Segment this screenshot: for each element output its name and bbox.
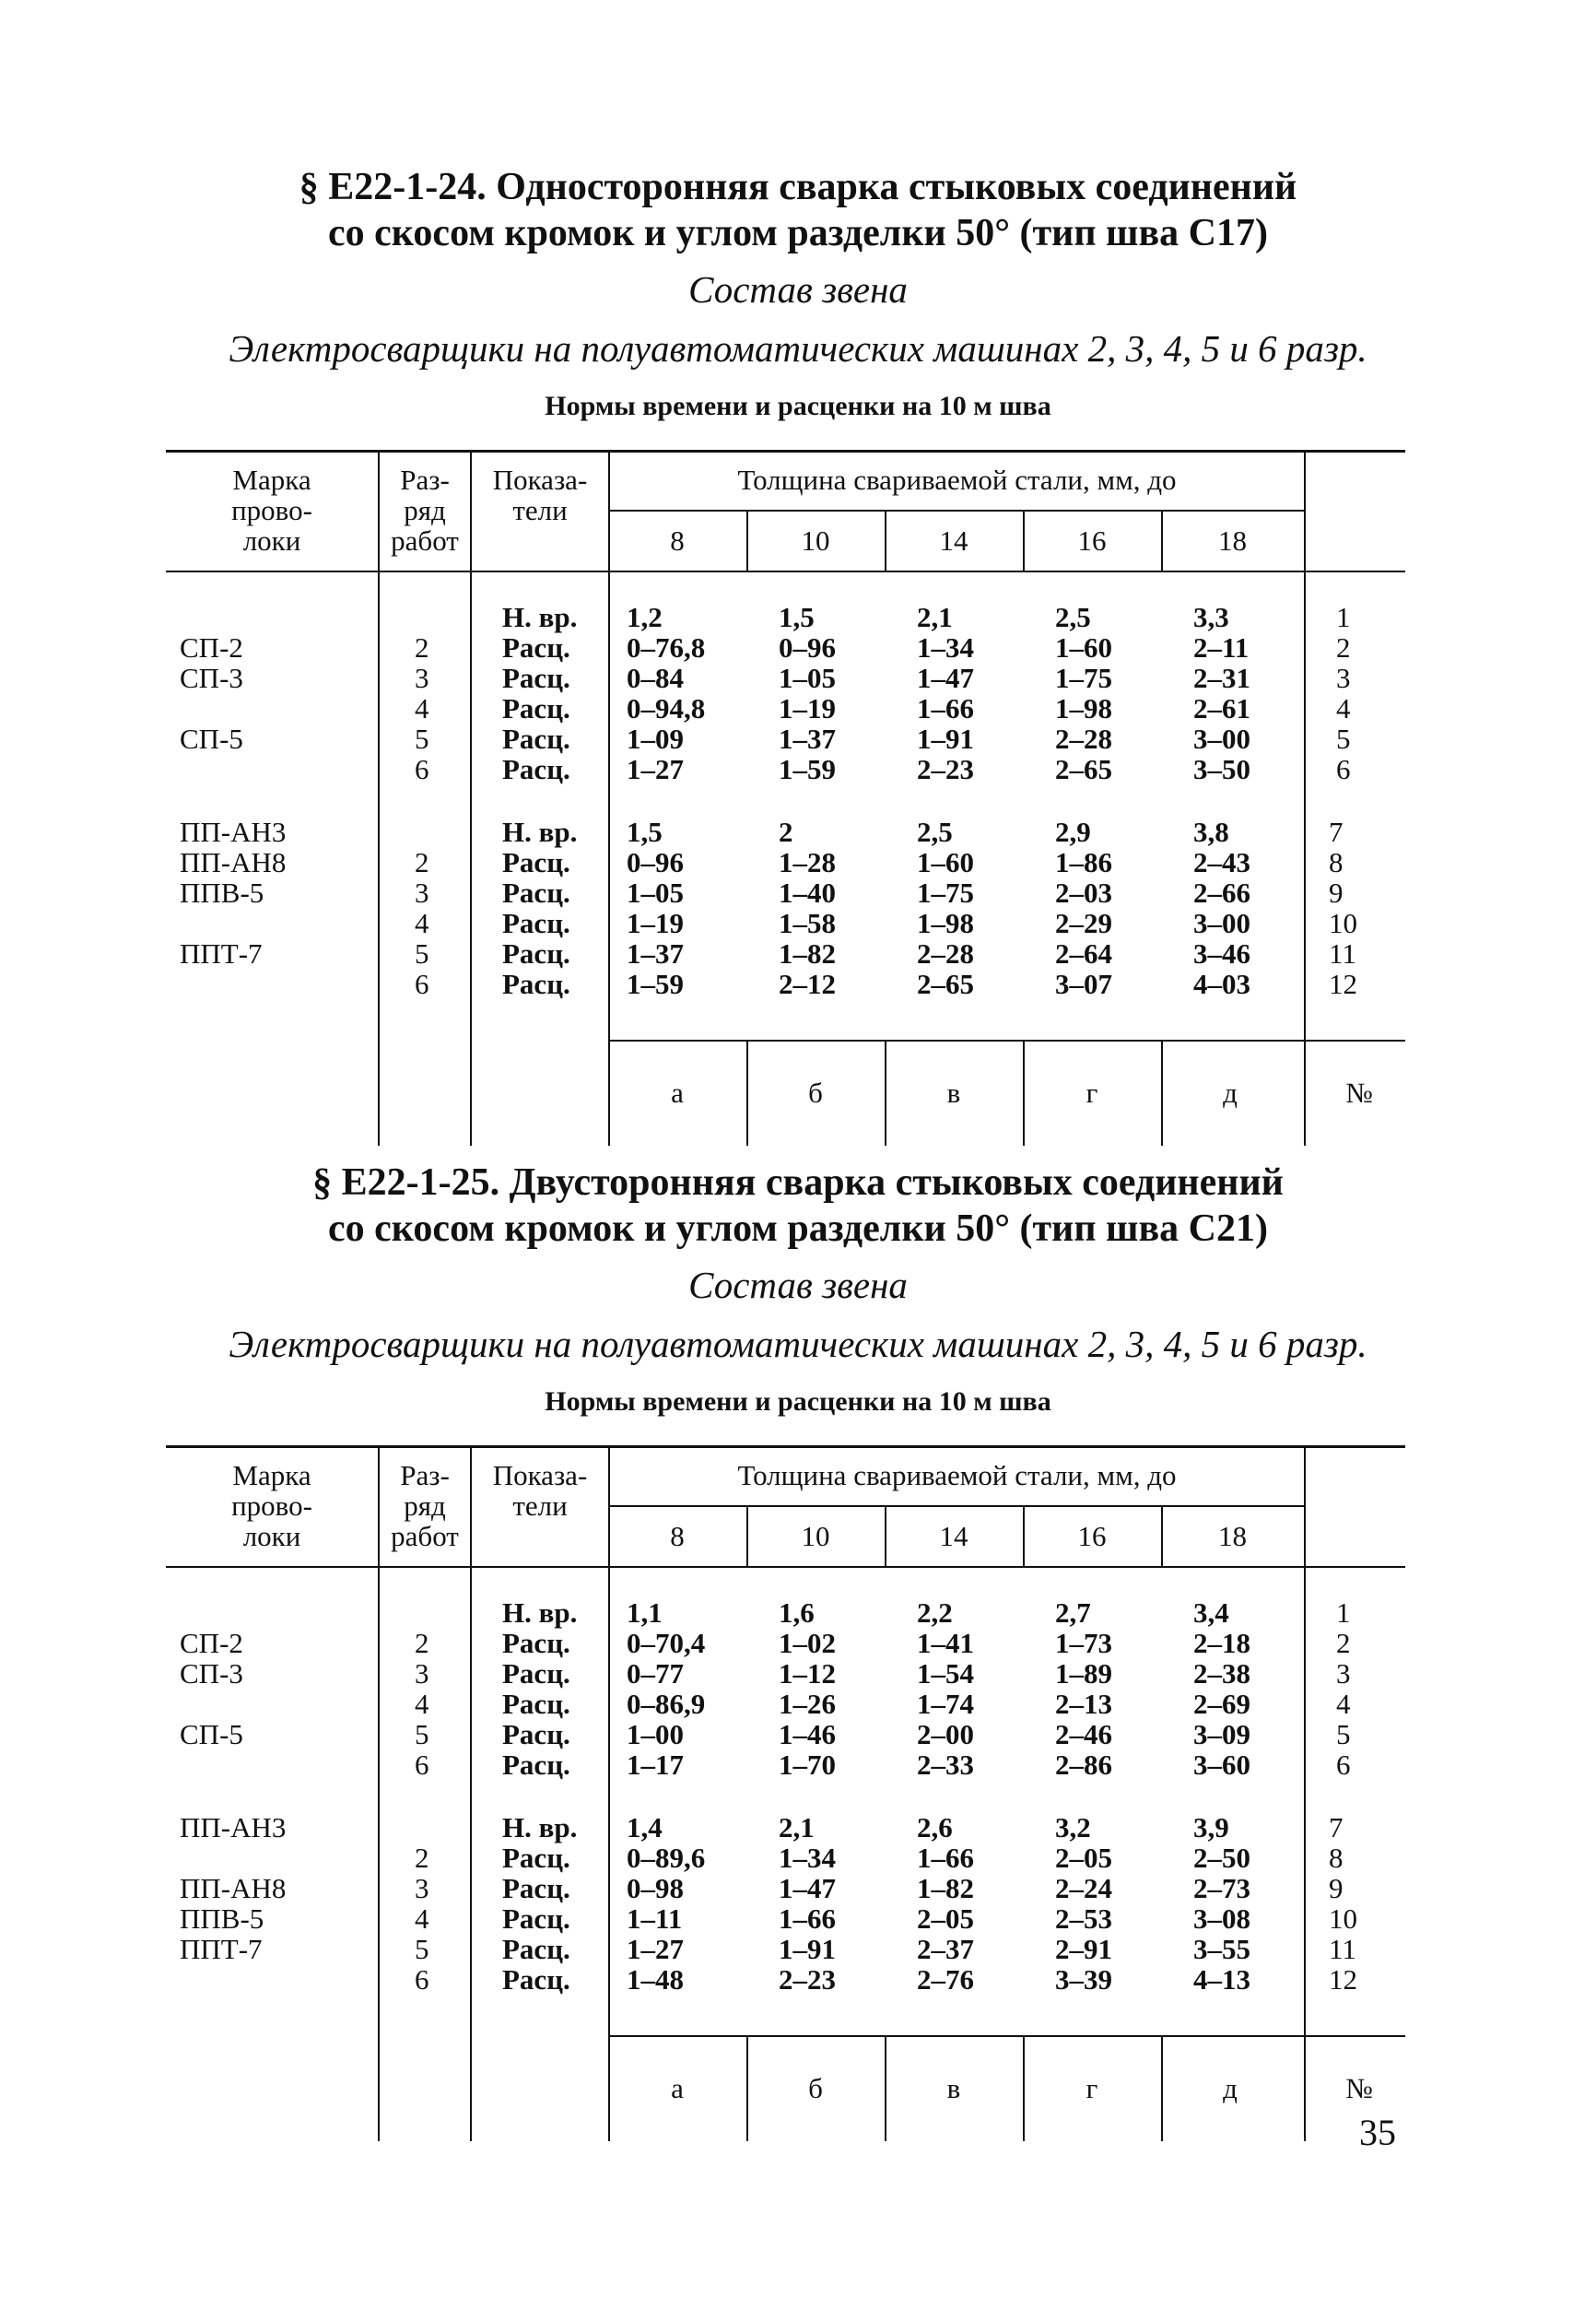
footer-col-g: г xyxy=(1086,1077,1098,1109)
group-1-row-numbers: 1 2 3 4 5 6 xyxy=(1336,1596,1351,1781)
header-thickness-8: 8 xyxy=(670,524,685,557)
header-thickness-10: 10 xyxy=(801,524,830,557)
group-1-col-16: 2,7 1–73 1–89 2–13 2–46 2–86 xyxy=(1055,1596,1112,1781)
section-title-line-2: со скосом кромок и углом разделки 50° (тип шва С17) xyxy=(328,212,1268,254)
footer-col-v: в xyxy=(946,1077,961,1109)
group-1-wire-brands: СП-2 СП-3 СП-5 xyxy=(180,1627,243,1750)
group-2-col-14: 2,5 1–60 1–75 1–98 2–28 2–65 xyxy=(917,816,974,1000)
table-caption: Нормы времени и расценки на 10 м шва xyxy=(545,1386,1051,1417)
norm-section-e22-1-25 xyxy=(0,1160,1596,2104)
group-2-col-10: 2 1–28 1–40 1–58 1–82 2–12 xyxy=(779,816,836,1000)
group-1-ranks: 2 3 4 5 6 xyxy=(415,631,429,785)
group-1-col-18: 3,4 2–18 2–38 2–69 3–09 3–60 xyxy=(1193,1596,1250,1781)
group-1-col-10: 1,5 0–96 1–05 1–19 1–37 1–59 xyxy=(779,601,836,785)
group-2-col-18: 3,8 2–43 2–66 3–00 3–46 4–03 xyxy=(1193,816,1250,1000)
header-indicators: Показа- тели xyxy=(492,464,588,526)
group-2-ranks: 2 3 4 5 6 xyxy=(415,1842,429,1996)
group-2-col-10: 2,1 1–34 1–47 1–66 1–91 2–23 xyxy=(779,1811,836,1996)
group-2-col-8: 1,4 0–89,6 0–98 1–11 1–27 1–48 xyxy=(627,1811,706,1996)
group-2-ranks: 2 3 4 5 6 xyxy=(415,846,429,1000)
footer-col-v: в xyxy=(946,2072,961,2104)
section-title-line-1: § Е22-1-25. Двусторонняя сварка стыковых соединений xyxy=(312,1161,1284,1204)
page-number: 35 xyxy=(1359,2112,1396,2153)
group-2-col-16: 2,9 1–86 2–03 2–29 2–64 3–07 xyxy=(1055,816,1112,1000)
group-2-col-14: 2,6 1–66 1–82 2–05 2–37 2–76 xyxy=(917,1811,974,1996)
crew-workers-text: Электросварщики на полуавтоматических машинах 2, 3, 4, 5 и 6 разр. xyxy=(229,327,1367,370)
group-2-col-8: 1,5 0–96 1–05 1–19 1–37 1–59 xyxy=(627,816,684,1000)
footer-col-g: г xyxy=(1086,2072,1098,2104)
footer-col-d: д xyxy=(1223,1077,1238,1109)
group-2-wire-brands: ПП-АН3 ПП-АН8 ППВ-5 ППТ-7 xyxy=(180,1811,287,1965)
group-1-col-10: 1,6 1–02 1–12 1–26 1–46 1–70 xyxy=(779,1596,836,1781)
header-steel-thickness: Толщина свариваемой стали, мм, до xyxy=(737,464,1177,496)
section-title-line-2: со скосом кромок и углом разделки 50° (тип шва С21) xyxy=(328,1207,1268,1250)
header-wire-brand: Марка прово- локи xyxy=(231,1459,312,1552)
header-work-rank: Раз- ряд работ xyxy=(391,464,459,557)
group-2-col-18: 3,9 2–50 2–73 3–08 3–55 4–13 xyxy=(1193,1811,1250,1996)
group-1-indicators: Н. вр. Расц. Расц. Расц. Расц. Расц. xyxy=(502,1596,578,1781)
group-1-col-8: 1,2 0–76,8 0–84 0–94,8 1–09 1–27 xyxy=(627,601,706,785)
footer-col-a: а xyxy=(671,1077,684,1109)
footer-col-d: д xyxy=(1223,2072,1238,2104)
table-caption: Нормы времени и расценки на 10 м шва xyxy=(545,391,1051,421)
header-work-rank: Раз- ряд работ xyxy=(391,1459,459,1552)
footer-col-number: № xyxy=(1345,1077,1373,1109)
header-thickness-18: 18 xyxy=(1218,524,1247,557)
norm-section-e22-1-24 xyxy=(0,164,1596,1109)
header-indicators: Показа- тели xyxy=(492,1459,588,1522)
group-1-col-14: 2,2 1–41 1–54 1–74 2–00 2–33 xyxy=(917,1596,974,1781)
header-thickness-14: 14 xyxy=(939,524,968,557)
group-1-row-numbers: 1 2 3 4 5 6 xyxy=(1336,601,1351,785)
group-2-col-16: 3,2 2–05 2–24 2–53 2–91 3–39 xyxy=(1055,1811,1112,1996)
footer-col-number: № xyxy=(1345,2072,1373,2104)
crew-composition-heading: Состав звена xyxy=(688,268,908,311)
group-1-col-8: 1,1 0–70,4 0–77 0–86,9 1–00 1–17 xyxy=(627,1596,706,1781)
section-title-line-1: § Е22-1-24. Односторонняя сварка стыковых соединений xyxy=(299,166,1297,208)
header-thickness-8: 8 xyxy=(670,1520,685,1552)
header-wire-brand: Марка прово- локи xyxy=(231,464,312,557)
header-thickness-18: 18 xyxy=(1218,1520,1247,1552)
header-thickness-16: 16 xyxy=(1077,1520,1107,1552)
header-steel-thickness: Толщина свариваемой стали, мм, до xyxy=(737,1459,1177,1491)
header-thickness-14: 14 xyxy=(939,1520,968,1552)
group-2-row-numbers: 7 8 9 10 11 12 xyxy=(1329,1811,1357,1996)
group-1-col-18: 3,3 2–11 2–31 2–61 3–00 3–50 xyxy=(1193,601,1250,785)
crew-composition-heading: Состав звена xyxy=(688,1264,908,1306)
group-1-indicators: Н. вр. Расц. Расц. Расц. Расц. Расц. xyxy=(502,601,578,785)
footer-col-b: б xyxy=(808,1077,823,1109)
footer-col-a: а xyxy=(671,2072,684,2104)
group-2-indicators: Н. вр. Расц. Расц. Расц. Расц. Расц. xyxy=(502,816,578,1000)
crew-workers-text: Электросварщики на полуавтоматических машинах 2, 3, 4, 5 и 6 разр. xyxy=(229,1323,1367,1365)
group-2-row-numbers: 7 8 9 10 11 12 xyxy=(1329,816,1357,1000)
group-1-col-16: 2,5 1–60 1–75 1–98 2–28 2–65 xyxy=(1055,601,1112,785)
group-1-wire-brands: СП-2 СП-3 СП-5 xyxy=(180,631,243,755)
footer-col-b: б xyxy=(808,2072,823,2104)
group-1-col-14: 2,1 1–34 1–47 1–66 1–91 2–23 xyxy=(917,601,974,785)
group-2-indicators: Н. вр. Расц. Расц. Расц. Расц. Расц. xyxy=(502,1811,578,1996)
group-1-ranks: 2 3 4 5 6 xyxy=(415,1627,429,1781)
group-2-wire-brands: ПП-АН3 ПП-АН8 ППВ-5 ППТ-7 xyxy=(180,816,287,970)
header-thickness-16: 16 xyxy=(1077,524,1107,557)
header-thickness-10: 10 xyxy=(801,1520,830,1552)
